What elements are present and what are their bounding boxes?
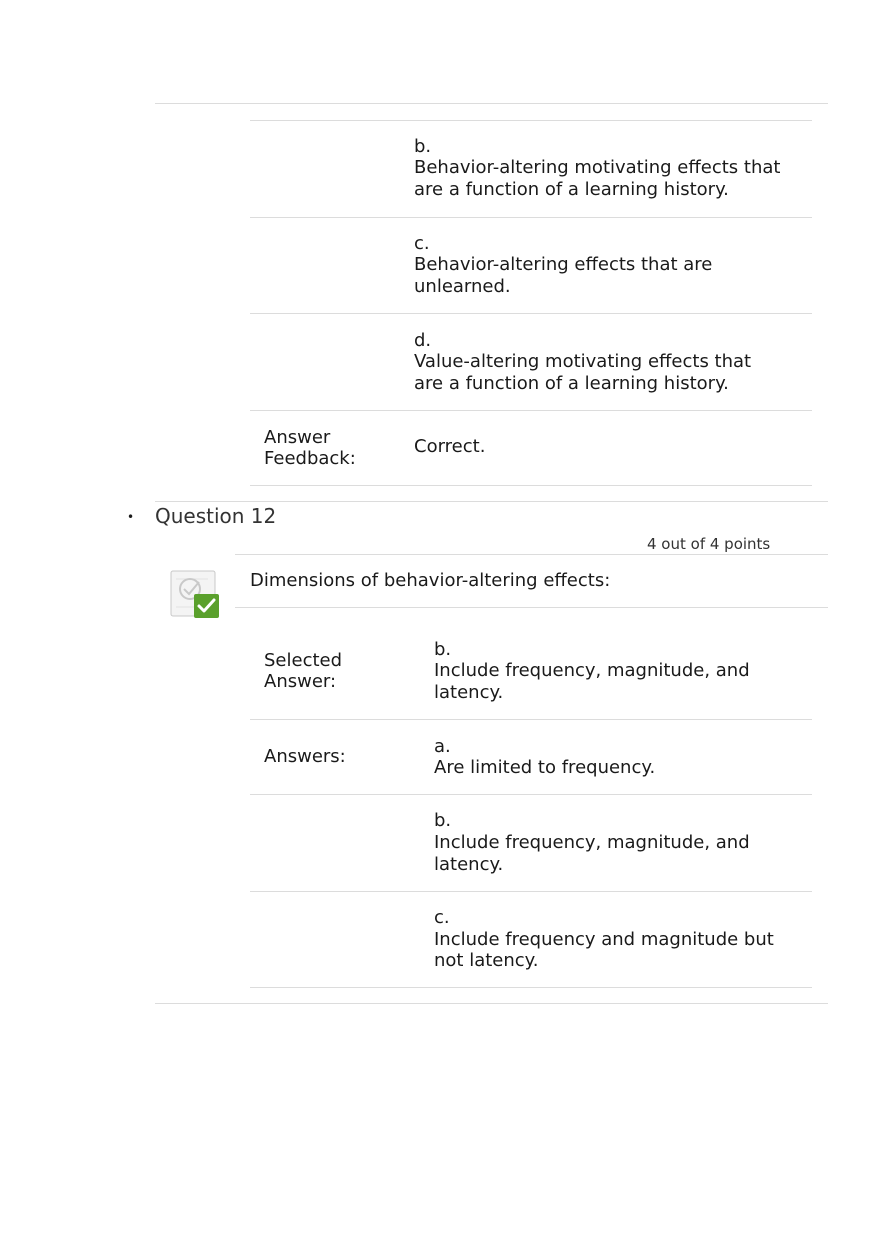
selected-answer-text: Include frequency, magnitude, and — [434, 660, 750, 681]
answer-text: Value-altering motivating effects that — [414, 351, 752, 372]
feedback-label: Feedback: — [264, 448, 356, 469]
divider — [250, 217, 812, 218]
list-bullet: • — [127, 510, 135, 524]
answer-letter: d. — [414, 330, 432, 351]
answer-text: Behavior-altering motivating effects that — [414, 157, 781, 178]
question-title: Question 12 — [155, 504, 277, 528]
answer-text: are a function of a learning history. — [414, 179, 729, 200]
question-prompt: Dimensions of behavior-altering effects: — [250, 570, 611, 591]
answer-text: not latency. — [434, 950, 539, 971]
answer-text: are a function of a learning history. — [414, 373, 729, 394]
answer-letter: b. — [414, 136, 432, 157]
divider — [250, 410, 812, 411]
answers-label: Answers: — [264, 746, 346, 767]
answer-text: latency. — [434, 854, 504, 875]
selected-answer-label: Selected — [264, 650, 343, 671]
correct-check-icon — [168, 569, 222, 625]
feedback-value: Correct. — [414, 436, 486, 457]
selected-answer-label: Answer: — [264, 671, 337, 692]
answer-letter: c. — [414, 233, 430, 254]
answer-text: Behavior-altering effects that are — [414, 254, 713, 275]
selected-answer-letter: b. — [434, 639, 452, 660]
answer-text: Include frequency and magnitude but — [434, 929, 774, 950]
answer-text: Include frequency, magnitude, and — [434, 832, 750, 853]
divider — [155, 501, 828, 502]
divider — [250, 120, 812, 121]
answer-letter: b. — [434, 810, 452, 831]
divider — [235, 554, 828, 555]
answer-letter: a. — [434, 736, 451, 757]
answer-text: Are limited to frequency. — [434, 757, 656, 778]
answer-letter: c. — [434, 907, 450, 928]
feedback-label: Answer — [264, 427, 331, 448]
divider — [250, 987, 812, 988]
question-points: 4 out of 4 points — [647, 535, 771, 553]
divider — [155, 1003, 828, 1004]
divider — [155, 103, 828, 104]
divider — [250, 485, 812, 486]
selected-answer-text: latency. — [434, 682, 504, 703]
divider — [235, 607, 828, 608]
divider — [250, 719, 812, 720]
divider — [250, 794, 812, 795]
answer-text: unlearned. — [414, 276, 511, 297]
divider — [250, 891, 812, 892]
divider — [250, 313, 812, 314]
